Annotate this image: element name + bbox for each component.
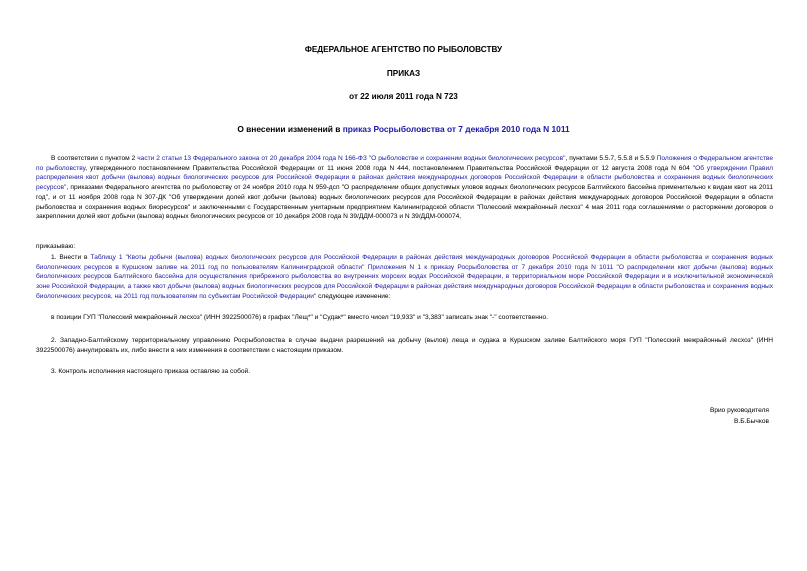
agency-heading: ФЕДЕРАЛЬНОЕ АГЕНТСТВО ПО РЫБОЛОВСТВУ	[304, 45, 503, 54]
item1-text-1: 1. Внести в	[51, 254, 91, 261]
paragraph-item-1	[36, 253, 773, 302]
preamble-link-resolution[interactable]: "Об утверждении Правил распределения квот добычи (вылова) водных биологических ресурсов для Российской Федерации в районах действия международных договоров Российской Федерации в области рыболовства и сохранения водных биологических ресурсов"	[36, 164, 773, 192]
preamble-text-2: , пунктами 5.5.7, 5.5.8 и 5.5.9	[565, 155, 657, 162]
preamble-text-1: В соответствии с пунктом 2	[51, 155, 138, 162]
paragraph-order: приказываю:	[36, 243, 76, 250]
paragraph-change-detail: в позиции ГУП "Полесский межрайонный лесхоз" (ИНН 3922500076) в графах "Лещ*" и "Судак*" вместо чисел "19,933" и "3,383" записать знак "-" соответственно.	[51, 314, 549, 321]
document-type-heading: ПРИКАЗ	[386, 69, 421, 78]
document-date-number: от 22 июля 2011 года N 723	[349, 92, 458, 101]
item1-link-table[interactable]: Таблицу 1 "Квоты добычи (вылова) водных биологических ресурсов для Российской Федерации в районах действия международных договоров Российской Федерации в области рыболовства и сохранения водных биологических ресурсов в Куршском заливе на 2011 год по пользователям Калининградской области" Приложения N 1 к приказу Росрыболовства от 7 декабря 2010 года N 1011 "О распределении квот добычи (вылова) водных биологических ресурсов Балтийского бассейна для осуществления прибрежного рыболовства во внутренних морских водах Российской Федерации, в территориальном море Российской Федерации и в исключительной экономической зоне Российской Федерации, а также квот добычи (вылова) водных биологических ресурсов для Российской Федерации в районах действия международных договоров Российской Федерации в области рыболовства и сохранения водных биологических ресурсов, на 2011 год пользователям по субъектам Российской Федерации"	[36, 254, 773, 300]
paragraph-item-2: 2. Западно-Балтийскому территориальному управлению Росрыболовства в случае выдачи разрешений на добычу (вылов) леща и судака в Куршском заливе Балтийского моря ГУП "Полесский межрайонный лесхоз" (ИНН 3922500076) аннулировать их, либо внести в них изменения в соответствии с настоящим приказом.	[36, 337, 773, 354]
title-link[interactable]: приказ Росрыболовства от 7 декабря 2010 года N 1011	[342, 124, 570, 134]
item1-text-2: следующее изменение:	[316, 292, 391, 300]
preamble-text-4: , приказами Федерального агентства по рыболовству от 24 ноября 2010 года N 959-дсп "О распределении общих допустимых уловов водных биологических ресурсов Балтийского бассейна применительно к видам квот на 2011 год", и от 11 ноября 2008 года N 307-ДК "Об утверждении долей квот добычи (вылова) водных биологических ресурсов для Российской Федерации в районах действия международных договоров Российской Федерации в области рыболовства и сохранения водных биоресурсов" и заключенными с Государственным унитарным предприятием Калининградской области "Полесский межрайонный лесхоз" 4 мая 2011 года соглашениями о расторжении договоров о закреплении долей квот добычи (вылова) водных биологических ресурсов от 10 декабря 2008 года N 39/ДДМ-000073 и N 39/ДДМ-000074,	[36, 184, 773, 221]
signature-position: Врио руководителя	[709, 407, 769, 414]
paragraph-item-3: 3. Контроль исполнения настоящего приказа оставляю за собой.	[51, 368, 251, 375]
preamble-text-3: , утвержденного постановлением Правительства Российской Федерации от 11 июня 2008 года N 444, постановлением Правительства Российской Федерации от 12 августа 2008 года N 604	[85, 164, 693, 172]
title-prefix: О внесении изменений в	[237, 124, 343, 134]
preamble-link-federal-law[interactable]: части 2 статьи 13 Федерального закона от 20 декабря 2004 года N 166-ФЗ "О рыболовстве и сохранении водных биологических ресурсов"	[137, 155, 566, 162]
preamble-link-regulation[interactable]: Положения о Федеральном агентстве по рыболовству	[36, 155, 773, 172]
signature-name: В.Б.Бычков	[733, 418, 769, 425]
paragraph-preamble	[36, 154, 773, 222]
document-title	[0, 124, 807, 134]
